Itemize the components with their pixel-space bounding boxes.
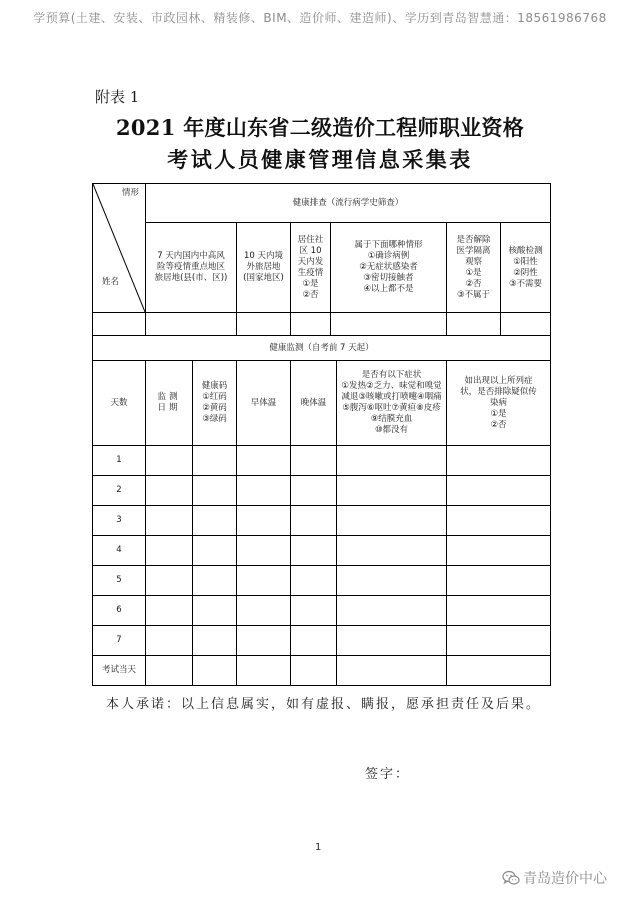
date-entry-cell xyxy=(146,446,193,476)
case-category-option: ②无症状感染者 xyxy=(359,262,418,272)
date-entry-cell xyxy=(146,536,193,566)
symptoms-entry-cell xyxy=(337,476,447,506)
monitoring-title-row xyxy=(93,336,551,361)
screening-title-row xyxy=(93,184,551,223)
health-code-option: ①红码 xyxy=(202,392,227,402)
symptom-option: ⑩都没有 xyxy=(374,425,409,435)
health-info-table xyxy=(92,183,550,686)
symptoms-entry-cell xyxy=(337,626,447,656)
case-category-header xyxy=(331,223,447,313)
health-code-entry-cell xyxy=(193,446,237,476)
exclusion-entry-cell xyxy=(447,656,551,686)
day-label: 考试当天 xyxy=(93,656,146,686)
symptom-option: ⑥呕吐 xyxy=(366,403,392,413)
evening-temp-entry-cell xyxy=(291,536,337,566)
evening-temp-entry-cell xyxy=(291,476,337,506)
quarantine-release-header xyxy=(447,223,501,313)
corner-label-situation: 情形 xyxy=(121,188,139,198)
symptom-option: ⑨结膜充血 xyxy=(370,414,413,424)
monitoring-section-title: 健康监测（自考前 7 天起） xyxy=(93,336,551,361)
morning-temp-header: 早体温 xyxy=(237,361,291,446)
symptom-option: ⑤腹泻 xyxy=(342,403,367,413)
nucleic-test-option: ②阴性 xyxy=(513,267,538,278)
nucleic-test-header xyxy=(501,223,551,313)
case-category-option: ④以上都不是 xyxy=(363,284,414,294)
exclusion-question: 如出现以上所列症状，是否排除疑似传染病 xyxy=(460,375,537,408)
exclusion-header xyxy=(447,361,551,446)
exclusion-option: ①是 xyxy=(490,408,507,419)
symptom-option: ⑧皮疹 xyxy=(416,403,441,413)
nucleic-test-question: 核酸检测 xyxy=(508,245,543,256)
table-row xyxy=(93,446,551,476)
watermark xyxy=(502,869,607,887)
pledge-statement: 本人承诺：以上信息属实，如有虚报、瞒报，愿承担责任及后果。 xyxy=(106,697,542,712)
case-category-question: 属于下面哪种情形 xyxy=(354,240,423,250)
case-category-option: ①确诊病例 xyxy=(367,251,410,261)
page-number: 1 xyxy=(315,842,322,853)
morning-temp-entry-cell xyxy=(237,626,291,656)
date-entry-cell xyxy=(146,596,193,626)
exclusion-entry-cell xyxy=(447,476,551,506)
attachment-label: 附表 1 xyxy=(95,88,140,106)
quarantine-release-option: ②否 xyxy=(465,278,482,289)
table-row xyxy=(93,566,551,596)
symptom-option: ⑦黄疸 xyxy=(391,403,417,413)
day-header: 天数 xyxy=(93,361,146,446)
morning-temp-entry-cell xyxy=(237,506,291,536)
top-banner: 学预算(土建、安装、市政园林、精装修、BIM、造价师、建造师)、学历到青岛智慧通：18561986768 xyxy=(33,11,607,25)
day-label: 7 xyxy=(93,626,146,656)
page-title-line2: 考试人员健康管理信息采集表 xyxy=(167,147,473,172)
quarantine-release-question: 是否解除医学隔离观察 xyxy=(456,234,491,267)
monitoring-header-row xyxy=(93,361,551,446)
exclusion-entry-cell xyxy=(447,626,551,656)
morning-temp-entry-cell xyxy=(237,596,291,626)
day-label: 6 xyxy=(93,596,146,626)
day-label: 2 xyxy=(93,476,146,506)
domestic-risk-area-header xyxy=(146,223,237,313)
domestic-risk-area-entry-cell xyxy=(146,313,237,336)
day-label: 3 xyxy=(93,506,146,536)
evening-temp-header: 晚体温 xyxy=(291,361,337,446)
evening-temp-entry-cell xyxy=(291,566,337,596)
community-outbreak-option: ①是 xyxy=(302,278,319,289)
day-label: 4 xyxy=(93,536,146,566)
evening-temp-entry-cell xyxy=(291,656,337,686)
overseas-travel-question: 10 天内境外旅居地(国家地区) xyxy=(243,251,284,283)
date-entry-cell xyxy=(146,506,193,536)
nucleic-test-entry-cell xyxy=(501,313,551,336)
diagonal-line xyxy=(93,184,145,312)
day-label: 1 xyxy=(93,446,146,476)
nucleic-test-option: ①阳性 xyxy=(513,256,538,267)
morning-temp-entry-cell xyxy=(237,536,291,566)
table-row xyxy=(93,656,551,686)
evening-temp-entry-cell xyxy=(291,626,337,656)
community-outbreak-question: 居住社区 10 天内发生疫情 xyxy=(297,234,324,278)
wechat-icon xyxy=(502,870,520,886)
table-row xyxy=(93,626,551,656)
signature-label: 签字： xyxy=(365,767,411,782)
health-code-entry-cell xyxy=(193,536,237,566)
name-entry-cell xyxy=(93,313,146,336)
corner-diagonal-cell xyxy=(93,184,146,313)
morning-temp-entry-cell xyxy=(237,446,291,476)
morning-temp-entry-cell xyxy=(237,566,291,596)
community-outbreak-option: ②否 xyxy=(302,289,319,300)
overseas-travel-header xyxy=(237,223,291,313)
symptoms-entry-cell xyxy=(337,596,447,626)
health-code-header xyxy=(193,361,237,446)
date-header: 监测日期 xyxy=(146,361,193,446)
date-entry-cell xyxy=(146,476,193,506)
symptom-option: ④咽痛 xyxy=(417,392,442,402)
symptom-option: ③咳嗽或打喷嚏 xyxy=(358,392,417,402)
day-label: 5 xyxy=(93,566,146,596)
symptom-option: ②乏力、味觉和嗅觉减退 xyxy=(341,381,442,402)
table-row xyxy=(93,596,551,626)
evening-temp-entry-cell xyxy=(291,446,337,476)
quarantine-release-option: ③不属于 xyxy=(456,289,491,300)
evening-temp-entry-cell xyxy=(291,596,337,626)
exclusion-entry-cell xyxy=(447,506,551,536)
symptoms-entry-cell xyxy=(337,656,447,686)
community-outbreak-entry-cell xyxy=(291,313,331,336)
symptom-option: ①发热 xyxy=(341,381,366,391)
health-code-label: 健康码 xyxy=(201,381,228,391)
evening-temp-entry-cell xyxy=(291,506,337,536)
morning-temp-entry-cell xyxy=(237,656,291,686)
watermark-text: 青岛造价中心 xyxy=(523,871,607,887)
health-code-entry-cell xyxy=(193,656,237,686)
exclusion-entry-cell xyxy=(447,536,551,566)
quarantine-release-option: ①是 xyxy=(465,267,482,278)
domestic-risk-area-question: 7 天内国内中高风险等疫情重点地区旅居地(县(市、区)) xyxy=(154,251,228,283)
symptoms-header xyxy=(337,361,447,446)
screening-section-title: 健康排查（流行病学史筛查） xyxy=(146,184,551,223)
quarantine-release-entry-cell xyxy=(447,313,501,336)
screening-entry-row xyxy=(93,313,551,336)
health-code-entry-cell xyxy=(193,626,237,656)
health-code-option: ②黄码 xyxy=(202,403,227,413)
corner-label-name: 姓名 xyxy=(102,277,120,287)
health-code-entry-cell xyxy=(193,596,237,626)
screening-header-row xyxy=(93,223,551,313)
exclusion-entry-cell xyxy=(447,566,551,596)
health-code-option: ③绿码 xyxy=(202,414,227,424)
health-code-entry-cell xyxy=(193,566,237,596)
date-entry-cell xyxy=(146,566,193,596)
symptoms-entry-cell xyxy=(337,506,447,536)
symptoms-entry-cell xyxy=(337,536,447,566)
table-row xyxy=(93,506,551,536)
table-row xyxy=(93,536,551,566)
health-code-entry-cell xyxy=(193,506,237,536)
overseas-travel-entry-cell xyxy=(237,313,291,336)
symptoms-entry-cell xyxy=(337,566,447,596)
health-code-entry-cell xyxy=(193,476,237,506)
exclusion-entry-cell xyxy=(447,446,551,476)
symptoms-question: 是否有以下症状 xyxy=(361,370,422,380)
health-info-form-table xyxy=(92,183,551,686)
table-row xyxy=(93,476,551,506)
page-title-line1: 2021 年度山东省二级造价工程师职业资格 xyxy=(115,115,525,140)
exclusion-entry-cell xyxy=(447,596,551,626)
community-outbreak-header xyxy=(291,223,331,313)
case-category-entry-cell xyxy=(331,313,447,336)
exclusion-option: ②否 xyxy=(490,419,507,430)
morning-temp-entry-cell xyxy=(237,476,291,506)
nucleic-test-option: ③不需要 xyxy=(508,278,543,289)
symptoms-entry-cell xyxy=(337,446,447,476)
date-entry-cell xyxy=(146,626,193,656)
case-category-option: ③密切接触者 xyxy=(363,273,414,283)
date-entry-cell xyxy=(146,656,193,686)
